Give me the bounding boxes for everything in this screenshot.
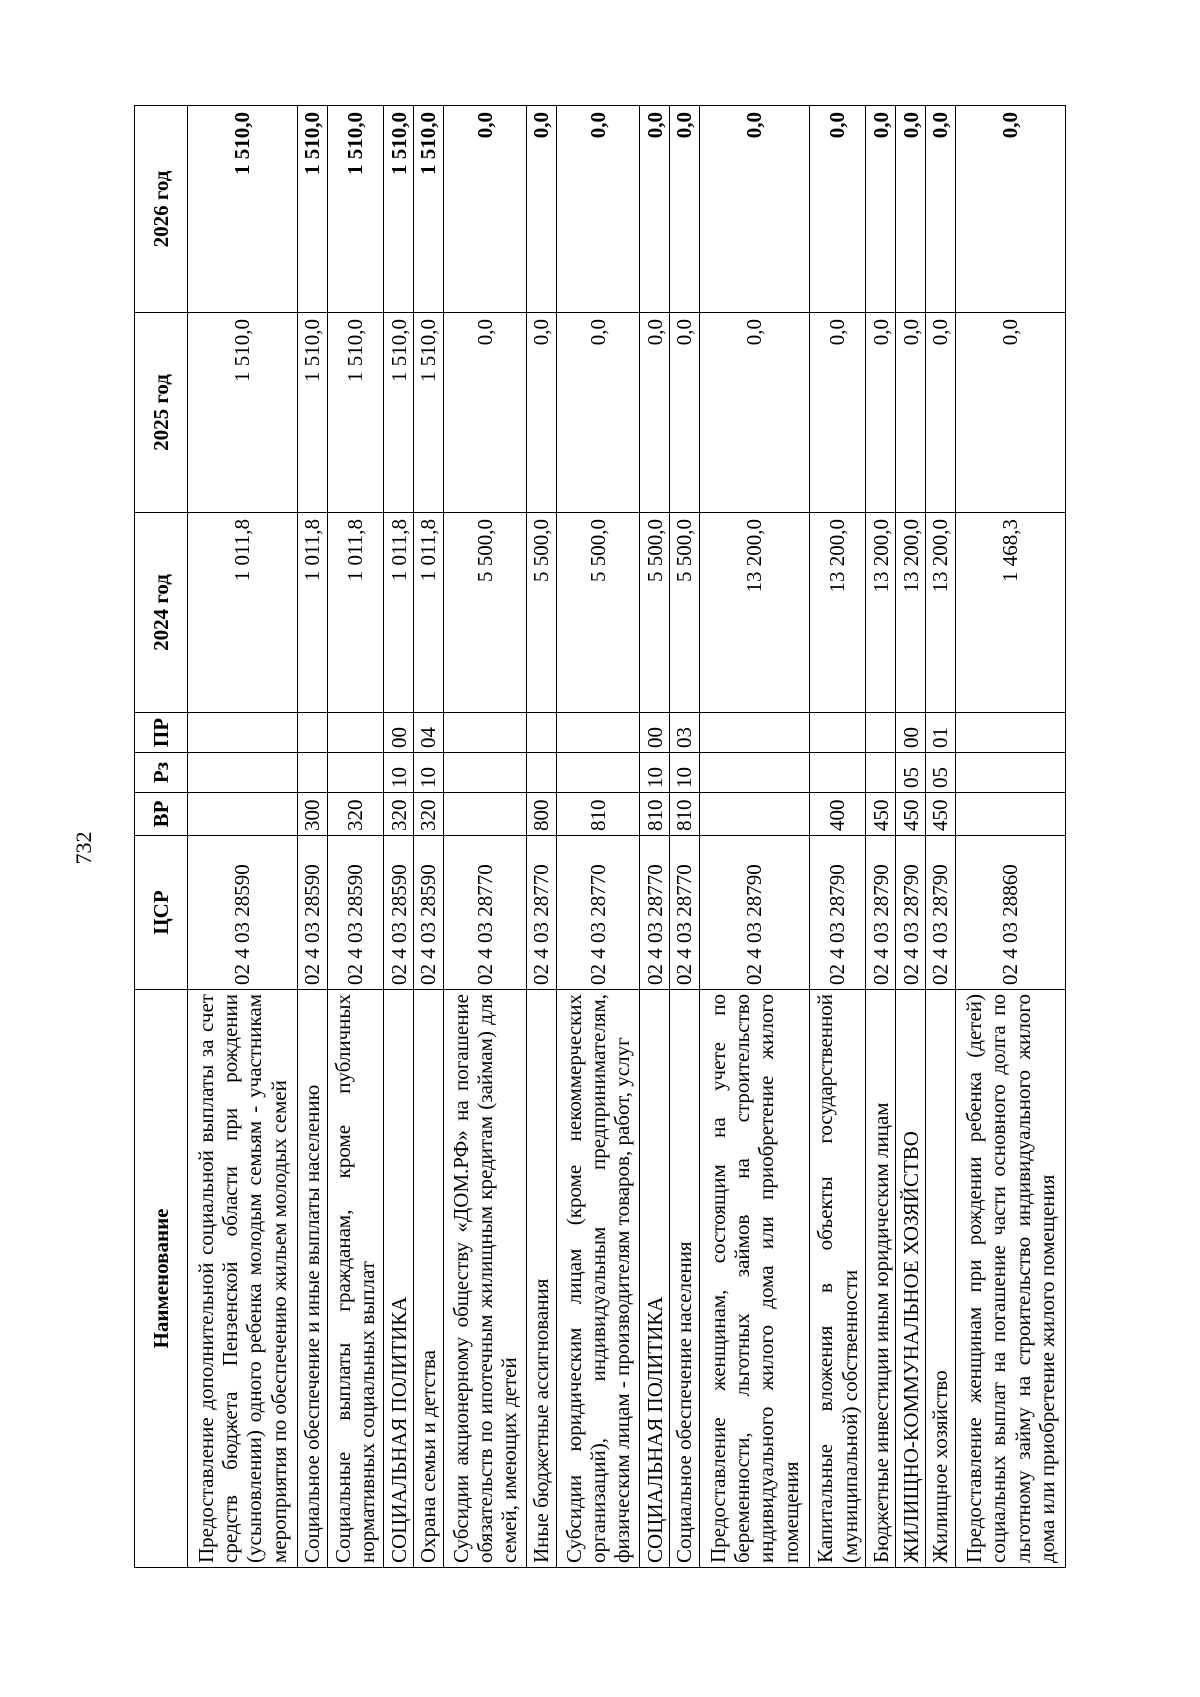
cell-2026: 1 510,0 [384,106,414,313]
table-row [297,106,327,1568]
cell-2025: 0,0 [444,313,527,513]
cell-2025: 0,0 [956,313,1066,513]
cell-2024: 13 200,0 [866,513,896,713]
cell-rz: 05 [896,753,926,793]
cell-vr [700,793,810,836]
cell-vr: 810 [640,793,670,836]
cell-pr [956,713,1066,753]
cell-csr: 02 4 03 28770 [527,836,557,990]
cell-csr: 02 4 03 28790 [700,836,810,990]
cell-pr [809,713,866,753]
header-name: Наименование [135,990,188,1568]
cell-pr [866,713,896,753]
cell-vr: 300 [297,793,327,836]
cell-2024: 1 468,3 [956,513,1066,713]
header-vr: ВР [135,793,188,836]
cell-pr [700,713,810,753]
cell-2025: 0,0 [557,313,640,513]
table-row [896,106,926,1568]
cell-name: Охрана семьи и детства [414,990,444,1568]
header-2025: 2025 год [135,313,188,513]
cell-name: СОЦИАЛЬНАЯ ПОЛИТИКА [640,990,670,1568]
cell-2024: 1 011,8 [384,513,414,713]
table-row [809,106,866,1568]
cell-rz: 10 [384,753,414,793]
cell-2024: 13 200,0 [809,513,866,713]
header-2024: 2024 год [135,513,188,713]
header-rz: Рз [135,753,188,793]
table-row [527,106,557,1568]
cell-vr: 400 [809,793,866,836]
cell-2024: 5 500,0 [557,513,640,713]
cell-name: Субсидии юридическим лицам (кроме некоммерческих организаций), индивидуальным предпринимателям, физическим лицам - производителям товаров, работ, услуг [557,990,640,1568]
cell-pr: 00 [640,713,670,753]
cell-csr: 02 4 03 28790 [926,836,956,990]
cell-2025: 1 510,0 [414,313,444,513]
table-row [557,106,640,1568]
table-body [188,106,1066,1568]
cell-pr: 01 [926,713,956,753]
cell-csr: 02 4 03 28790 [896,836,926,990]
cell-2024: 13 200,0 [700,513,810,713]
cell-2026: 0,0 [444,106,527,313]
table-row [384,106,414,1568]
cell-2025: 1 510,0 [327,313,384,513]
cell-2024: 5 500,0 [640,513,670,713]
cell-2026: 1 510,0 [414,106,444,313]
cell-csr: 02 4 03 28790 [866,836,896,990]
cell-vr: 450 [896,793,926,836]
cell-2025: 0,0 [700,313,810,513]
cell-name: Предоставление женщинам при рождении ребенка (детей) социальных выплат на погашение части основного долга по льготному займу на строительство индивидуального жилого дома или приобретение жилого помещения [956,990,1066,1568]
table-row [444,106,527,1568]
cell-2026: 0,0 [926,106,956,313]
table-row [640,106,670,1568]
table-row [414,106,444,1568]
cell-2024: 1 011,8 [188,513,298,713]
cell-2025: 0,0 [640,313,670,513]
cell-2025: 0,0 [527,313,557,513]
page-number: 732 [71,831,96,865]
cell-rz [809,753,866,793]
cell-2025: 0,0 [670,313,700,513]
cell-name: Капитальные вложения в объекты государственной (муниципальной) собственности [809,990,866,1568]
table-row [327,106,384,1568]
cell-name: Субсидии акционерному обществу «ДОМ.РФ» на погашение обязательств по ипотечным жилищным кредитам (займам) для семей, имеющих детей [444,990,527,1568]
cell-csr: 02 4 03 28770 [640,836,670,990]
table-row [700,106,810,1568]
cell-2024: 1 011,8 [414,513,444,713]
cell-csr: 02 4 03 28790 [809,836,866,990]
cell-pr: 03 [670,713,700,753]
cell-csr: 02 4 03 28590 [297,836,327,990]
cell-vr: 450 [926,793,956,836]
cell-name: Социальное обеспечение и иные выплаты населению [297,990,327,1568]
cell-2026: 1 510,0 [188,106,298,313]
cell-vr: 810 [557,793,640,836]
cell-2024: 5 500,0 [444,513,527,713]
cell-2025: 0,0 [809,313,866,513]
cell-2025: 0,0 [896,313,926,513]
cell-2026: 0,0 [700,106,810,313]
cell-vr: 320 [414,793,444,836]
cell-vr: 810 [670,793,700,836]
cell-rz: 10 [640,753,670,793]
cell-pr [297,713,327,753]
cell-rz [444,753,527,793]
cell-pr [527,713,557,753]
cell-rz: 05 [926,753,956,793]
cell-2025: 0,0 [866,313,896,513]
cell-2026: 0,0 [670,106,700,313]
table-header-row [135,106,188,1568]
cell-name: Бюджетные инвестиции иным юридическим лицам [866,990,896,1568]
cell-pr: 00 [384,713,414,753]
cell-rz [527,753,557,793]
cell-rz [700,753,810,793]
cell-name: Жилищное хозяйство [926,990,956,1568]
cell-vr: 320 [384,793,414,836]
cell-csr: 02 4 03 28590 [414,836,444,990]
cell-vr [956,793,1066,836]
cell-pr: 04 [414,713,444,753]
cell-name: Предоставление дополнительной социальной выплаты за счет средств бюджета Пензенской области при рождении (усыновлении) одного ребенка молодым семьям - участникам мероприятия по обеспечению жильем молодых семей [188,990,298,1568]
cell-pr [557,713,640,753]
table-row [866,106,896,1568]
budget-table [134,105,1066,1568]
cell-csr: 02 4 03 28590 [384,836,414,990]
cell-2024: 13 200,0 [926,513,956,713]
cell-pr: 00 [896,713,926,753]
table-row [956,106,1066,1568]
cell-csr: 02 4 03 28770 [557,836,640,990]
cell-name: Иные бюджетные ассигнования [527,990,557,1568]
cell-vr: 450 [866,793,896,836]
cell-rz [956,753,1066,793]
table-row [670,106,700,1568]
cell-vr [188,793,298,836]
cell-2026: 1 510,0 [297,106,327,313]
cell-2025: 1 510,0 [188,313,298,513]
rotated-table-sheet [134,106,1066,1568]
cell-vr: 320 [327,793,384,836]
table-row [926,106,956,1568]
cell-2026: 0,0 [527,106,557,313]
cell-vr [444,793,527,836]
cell-2024: 5 500,0 [527,513,557,713]
cell-rz [327,753,384,793]
cell-2026: 1 510,0 [327,106,384,313]
cell-2025: 0,0 [926,313,956,513]
cell-2026: 0,0 [809,106,866,313]
cell-2025: 1 510,0 [297,313,327,513]
cell-2026: 0,0 [640,106,670,313]
cell-rz: 10 [670,753,700,793]
cell-2026: 0,0 [896,106,926,313]
cell-2024: 13 200,0 [896,513,926,713]
cell-csr: 02 4 03 28860 [956,836,1066,990]
cell-name: СОЦИАЛЬНАЯ ПОЛИТИКА [384,990,414,1568]
cell-2026: 0,0 [866,106,896,313]
cell-vr: 800 [527,793,557,836]
header-2026: 2026 год [135,106,188,313]
cell-pr [188,713,298,753]
cell-2025: 1 510,0 [384,313,414,513]
cell-2024: 5 500,0 [670,513,700,713]
cell-csr: 02 4 03 28590 [188,836,298,990]
cell-rz [557,753,640,793]
cell-rz: 10 [414,753,444,793]
cell-pr [327,713,384,753]
cell-rz [297,753,327,793]
cell-2024: 1 011,8 [327,513,384,713]
cell-name: ЖИЛИЩНО-КОММУНАЛЬНОЕ ХОЗЯЙСТВО [896,990,926,1568]
header-pr: ПР [135,713,188,753]
cell-2024: 1 011,8 [297,513,327,713]
cell-2026: 0,0 [557,106,640,313]
table-row [188,106,298,1568]
cell-pr [444,713,527,753]
header-csr: ЦСР [135,836,188,990]
cell-name: Социальные выплаты гражданам, кроме публичных нормативных социальных выплат [327,990,384,1568]
cell-2026: 0,0 [956,106,1066,313]
cell-csr: 02 4 03 28590 [327,836,384,990]
cell-name: Предоставление женщинам, состоящим на учете по беременности, льготных займов на строительство индивидуального жилого дома или приобретение жилого помещения [700,990,810,1568]
cell-csr: 02 4 03 28770 [670,836,700,990]
cell-name: Социальное обеспечение населения [670,990,700,1568]
cell-csr: 02 4 03 28770 [444,836,527,990]
cell-rz [866,753,896,793]
cell-rz [188,753,298,793]
